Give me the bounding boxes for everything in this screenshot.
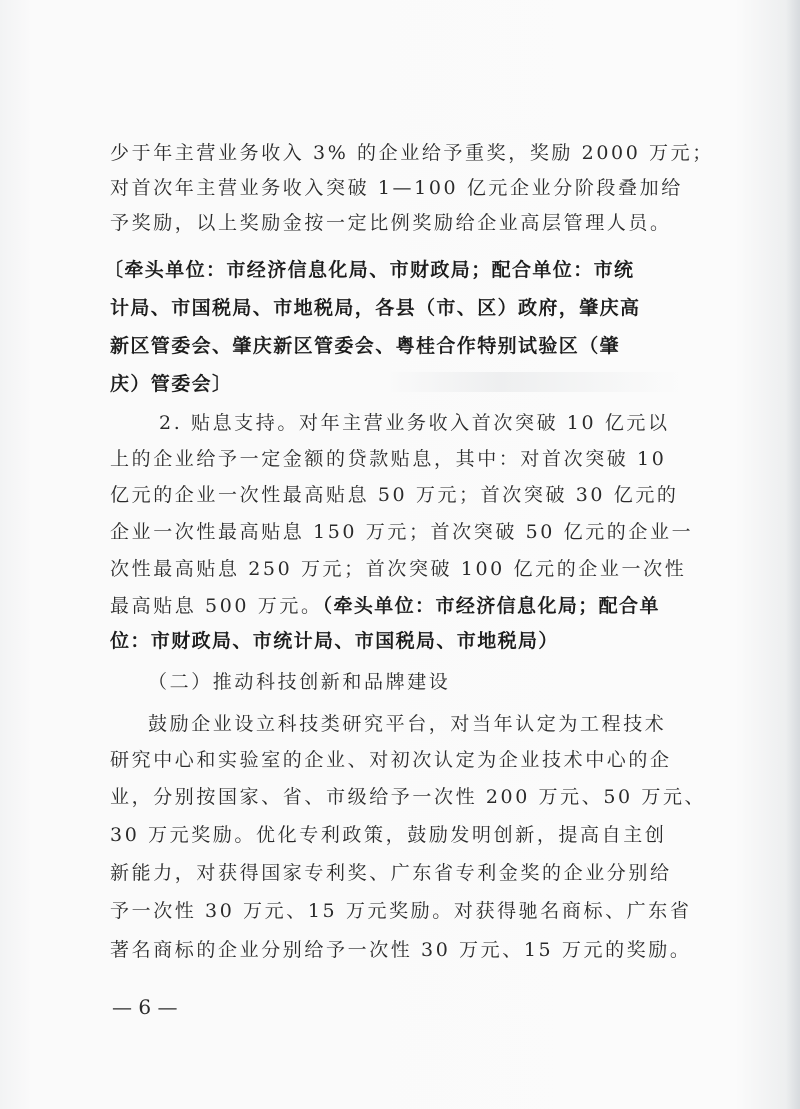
text-line-1: 少于年主营业务收入 3% 的企业给予重奖，奖励 2000 万元；	[110, 142, 714, 164]
text-line-22: 予一次性 30 万元、15 万元奖励。对获得驰名商标、广东省	[110, 900, 692, 922]
lead-unit-line-2: 计局、市国税局、市地税局，各县（市、区）政府，肇庆高	[110, 297, 641, 319]
text-line-20: 30 万元奖励。优化专利政策，鼓励发明创新，提高自主创	[110, 824, 667, 846]
section-2-heading-line: 2. 贴息支持。对年主营业务收入首次突破 10 亿元以	[159, 412, 670, 434]
text-line-13-plain: 最高贴息 500 万元。	[110, 595, 323, 617]
lead-unit-line-1: 〔牵头单位：市经济信息化局、市财政局；配合单位：市统	[104, 259, 635, 281]
text-line-17: 鼓励企业设立科技类研究平台，对当年认定为工程技术	[148, 713, 667, 735]
text-line-18: 研究中心和实验室的企业、对初次认定为企业技术中心的企	[110, 749, 672, 771]
text-line-3: 予奖励，以上奖励金按一定比例奖励给企业高层管理人员。	[110, 212, 672, 234]
text-line-21: 新能力，对获得国家专利奖、广东省专利金奖的企业分别给	[110, 862, 672, 884]
page-edge-shadow	[786, 0, 800, 1109]
text-line-19: 业，分别按国家、省、市级给予一次性 200 万元、50 万元、	[110, 786, 707, 808]
lead-unit-line-4: 庆）管委会〕	[110, 373, 233, 395]
text-line-2: 对首次年主营业务收入突破 1—100 亿元企业分阶段叠加给	[110, 177, 683, 199]
text-line-9: 上的企业给予一定金额的贷款贴息，其中：对首次突破 10	[110, 448, 667, 470]
text-line-10: 亿元的企业一次性最高贴息 50 万元；首次突破 30 亿元的	[110, 484, 679, 506]
lead-unit-line-3: 新区管委会、肇庆新区管委会、粤桂合作特别试验区（肇	[110, 335, 621, 357]
lead-unit-inline: （牵头单位：市经济信息化局；配合单	[322, 595, 660, 617]
bleed-through-shadow	[380, 372, 680, 392]
section-heading-brand: （二）推动科技创新和品牌建设	[148, 671, 451, 693]
text-line-11: 企业一次性最高贴息 150 万元；首次突破 50 亿元的企业一	[110, 521, 694, 543]
text-line-12: 次性最高贴息 250 万元；首次突破 100 亿元的企业一次性	[110, 558, 687, 580]
text-line-23: 著名商标的企业分别给予一次性 30 万元、15 万元的奖励。	[110, 939, 692, 961]
text-line-13	[110, 594, 660, 618]
lead-unit-line-6: 位：市财政局、市统计局、市国税局、市地税局）	[110, 630, 559, 652]
page-number: — 6 —	[112, 995, 178, 1019]
